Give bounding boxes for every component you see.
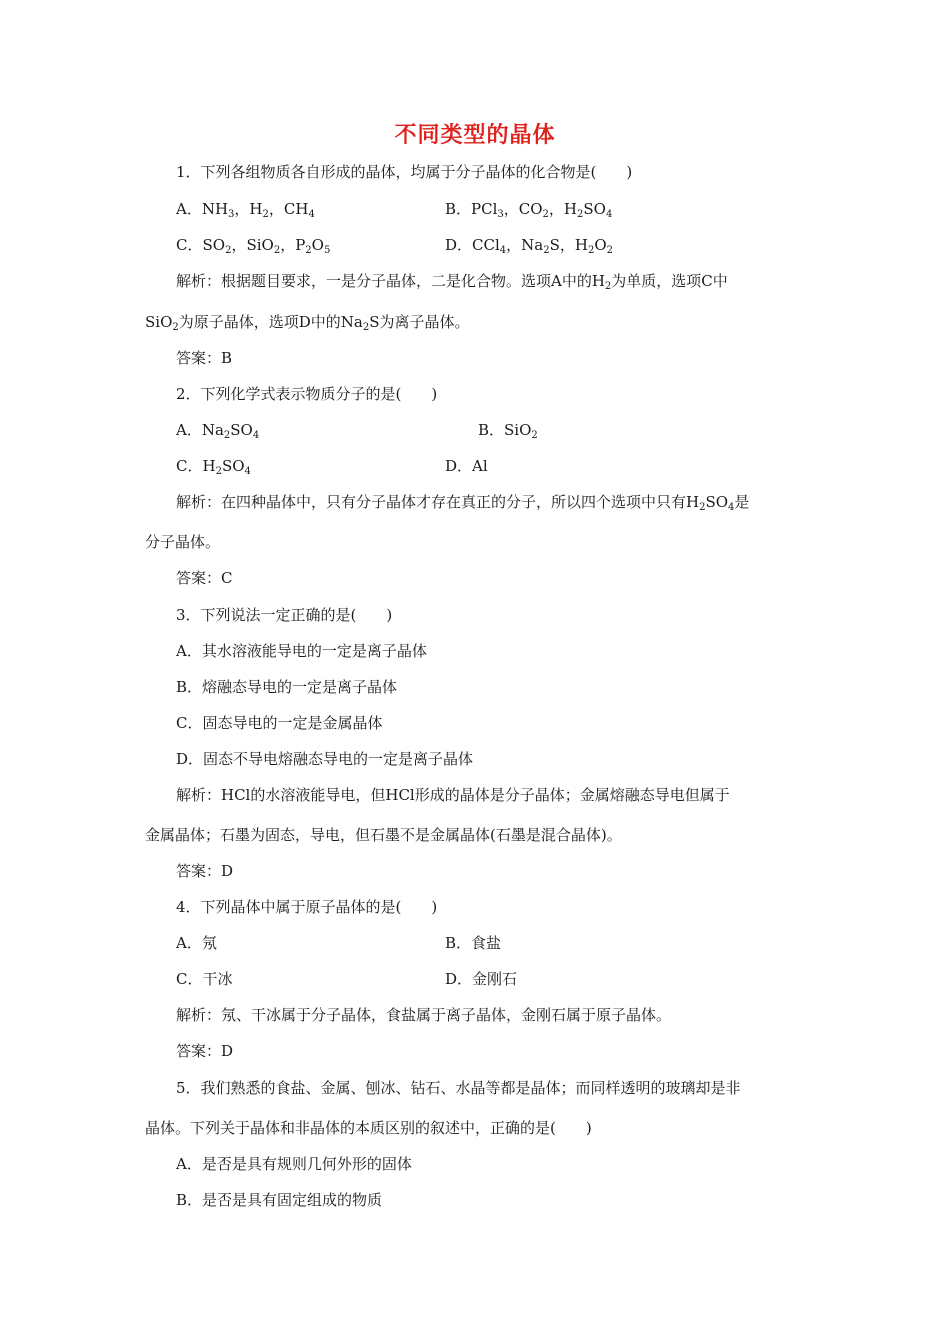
q5-stem-line-2: 晶体。下列关于晶体和非晶体的本质区别的叙述中，正确的是( ) — [145, 1119, 592, 1137]
q3-option-b: B．熔融态导电的一定是离子晶体 — [176, 678, 398, 696]
q3-analysis-line-2: 金属晶体；石墨为固态，导电，但石墨不是金属晶体(石墨是混合晶体)。 — [145, 826, 622, 844]
q1-stem: 1．下列各组物质各自形成的晶体，均属于分子晶体的化合物是( ) — [176, 163, 633, 181]
q1-option-b: B．PCl$_3$，$CO_2$，$H_2SO_4$ — [445, 200, 613, 220]
q4-analysis-line-1: 解析：氖、干冰属于分子晶体，食盐属于离子晶体，金刚石属于原子晶体。 — [176, 1006, 672, 1024]
q1-option-d: D．CCl$_4$，$Na_2S$，$H_2O_2$ — [445, 236, 614, 256]
q2-option-c: C．$H_2SO_4$ — [176, 457, 251, 477]
q4-option-a: A．氖 — [176, 934, 217, 952]
q2-option-d: D．Al — [445, 457, 488, 475]
q2-analysis-line-2: 分子晶体。 — [145, 533, 221, 551]
q4-stem: 4．下列晶体中属于原子晶体的是( ) — [176, 898, 438, 916]
q2-answer: 答案：C — [176, 569, 233, 587]
q3-analysis-line-1: 解析：HCl的水溶液能导电，但HCl形成的晶体是分子晶体；金属熔融态导电但属于 — [176, 786, 730, 804]
q2-analysis-line-1: 解析：在四种晶体中，只有分子晶体才存在真正的分子，所以四个选项中只有$H_2SO_4$是 — [176, 493, 750, 513]
q2-stem: 2．下列化学式表示物质分子的是( ) — [176, 385, 438, 403]
q5-option-a: A．是否是具有规则几何外形的固体 — [176, 1155, 412, 1173]
q3-option-a: A．其水溶液能导电的一定是离子晶体 — [176, 642, 427, 660]
q3-option-c: C．固态导电的一定是金属晶体 — [176, 714, 383, 732]
q2-option-b: B．SiO$_2$ — [478, 421, 538, 441]
q5-option-b: B．是否是具有固定组成的物质 — [176, 1191, 383, 1209]
q4-option-b: B．食盐 — [445, 934, 502, 952]
q1-answer: 答案：B — [176, 349, 233, 367]
q4-option-c: C．干冰 — [176, 970, 233, 988]
q1-option-c: C．$SO_2$，SiO$_2$，$P_2O_5$ — [176, 236, 331, 256]
q3-stem: 3．下列说法一定正确的是( ) — [176, 606, 393, 624]
q4-option-d: D．金刚石 — [445, 970, 518, 988]
q1-analysis-line-2: SiO$_2$为原子晶体，选项D中的$Na_2S$为离子晶体。 — [145, 313, 470, 333]
q1-analysis-line-1: 解析：根据题目要求，一是分子晶体，二是化合物。选项A中的$H_2$为单质，选项C中 — [176, 272, 728, 292]
q2-option-a: A．$Na_2SO_4$ — [176, 421, 260, 441]
q1-option-a: A．$NH_3$，$H_2$，$CH_4$ — [176, 200, 315, 220]
page-title: 不同类型的晶体 — [394, 123, 556, 148]
q5-stem-line-1: 5．我们熟悉的食盐、金属、刨冰、钻石、水晶等都是晶体；而同样透明的玻璃却是非 — [176, 1079, 741, 1097]
q3-option-d: D．固态不导电熔融态导电的一定是离子晶体 — [176, 750, 474, 768]
q4-answer: 答案：D — [176, 1042, 234, 1060]
q3-answer: 答案：D — [176, 862, 234, 880]
